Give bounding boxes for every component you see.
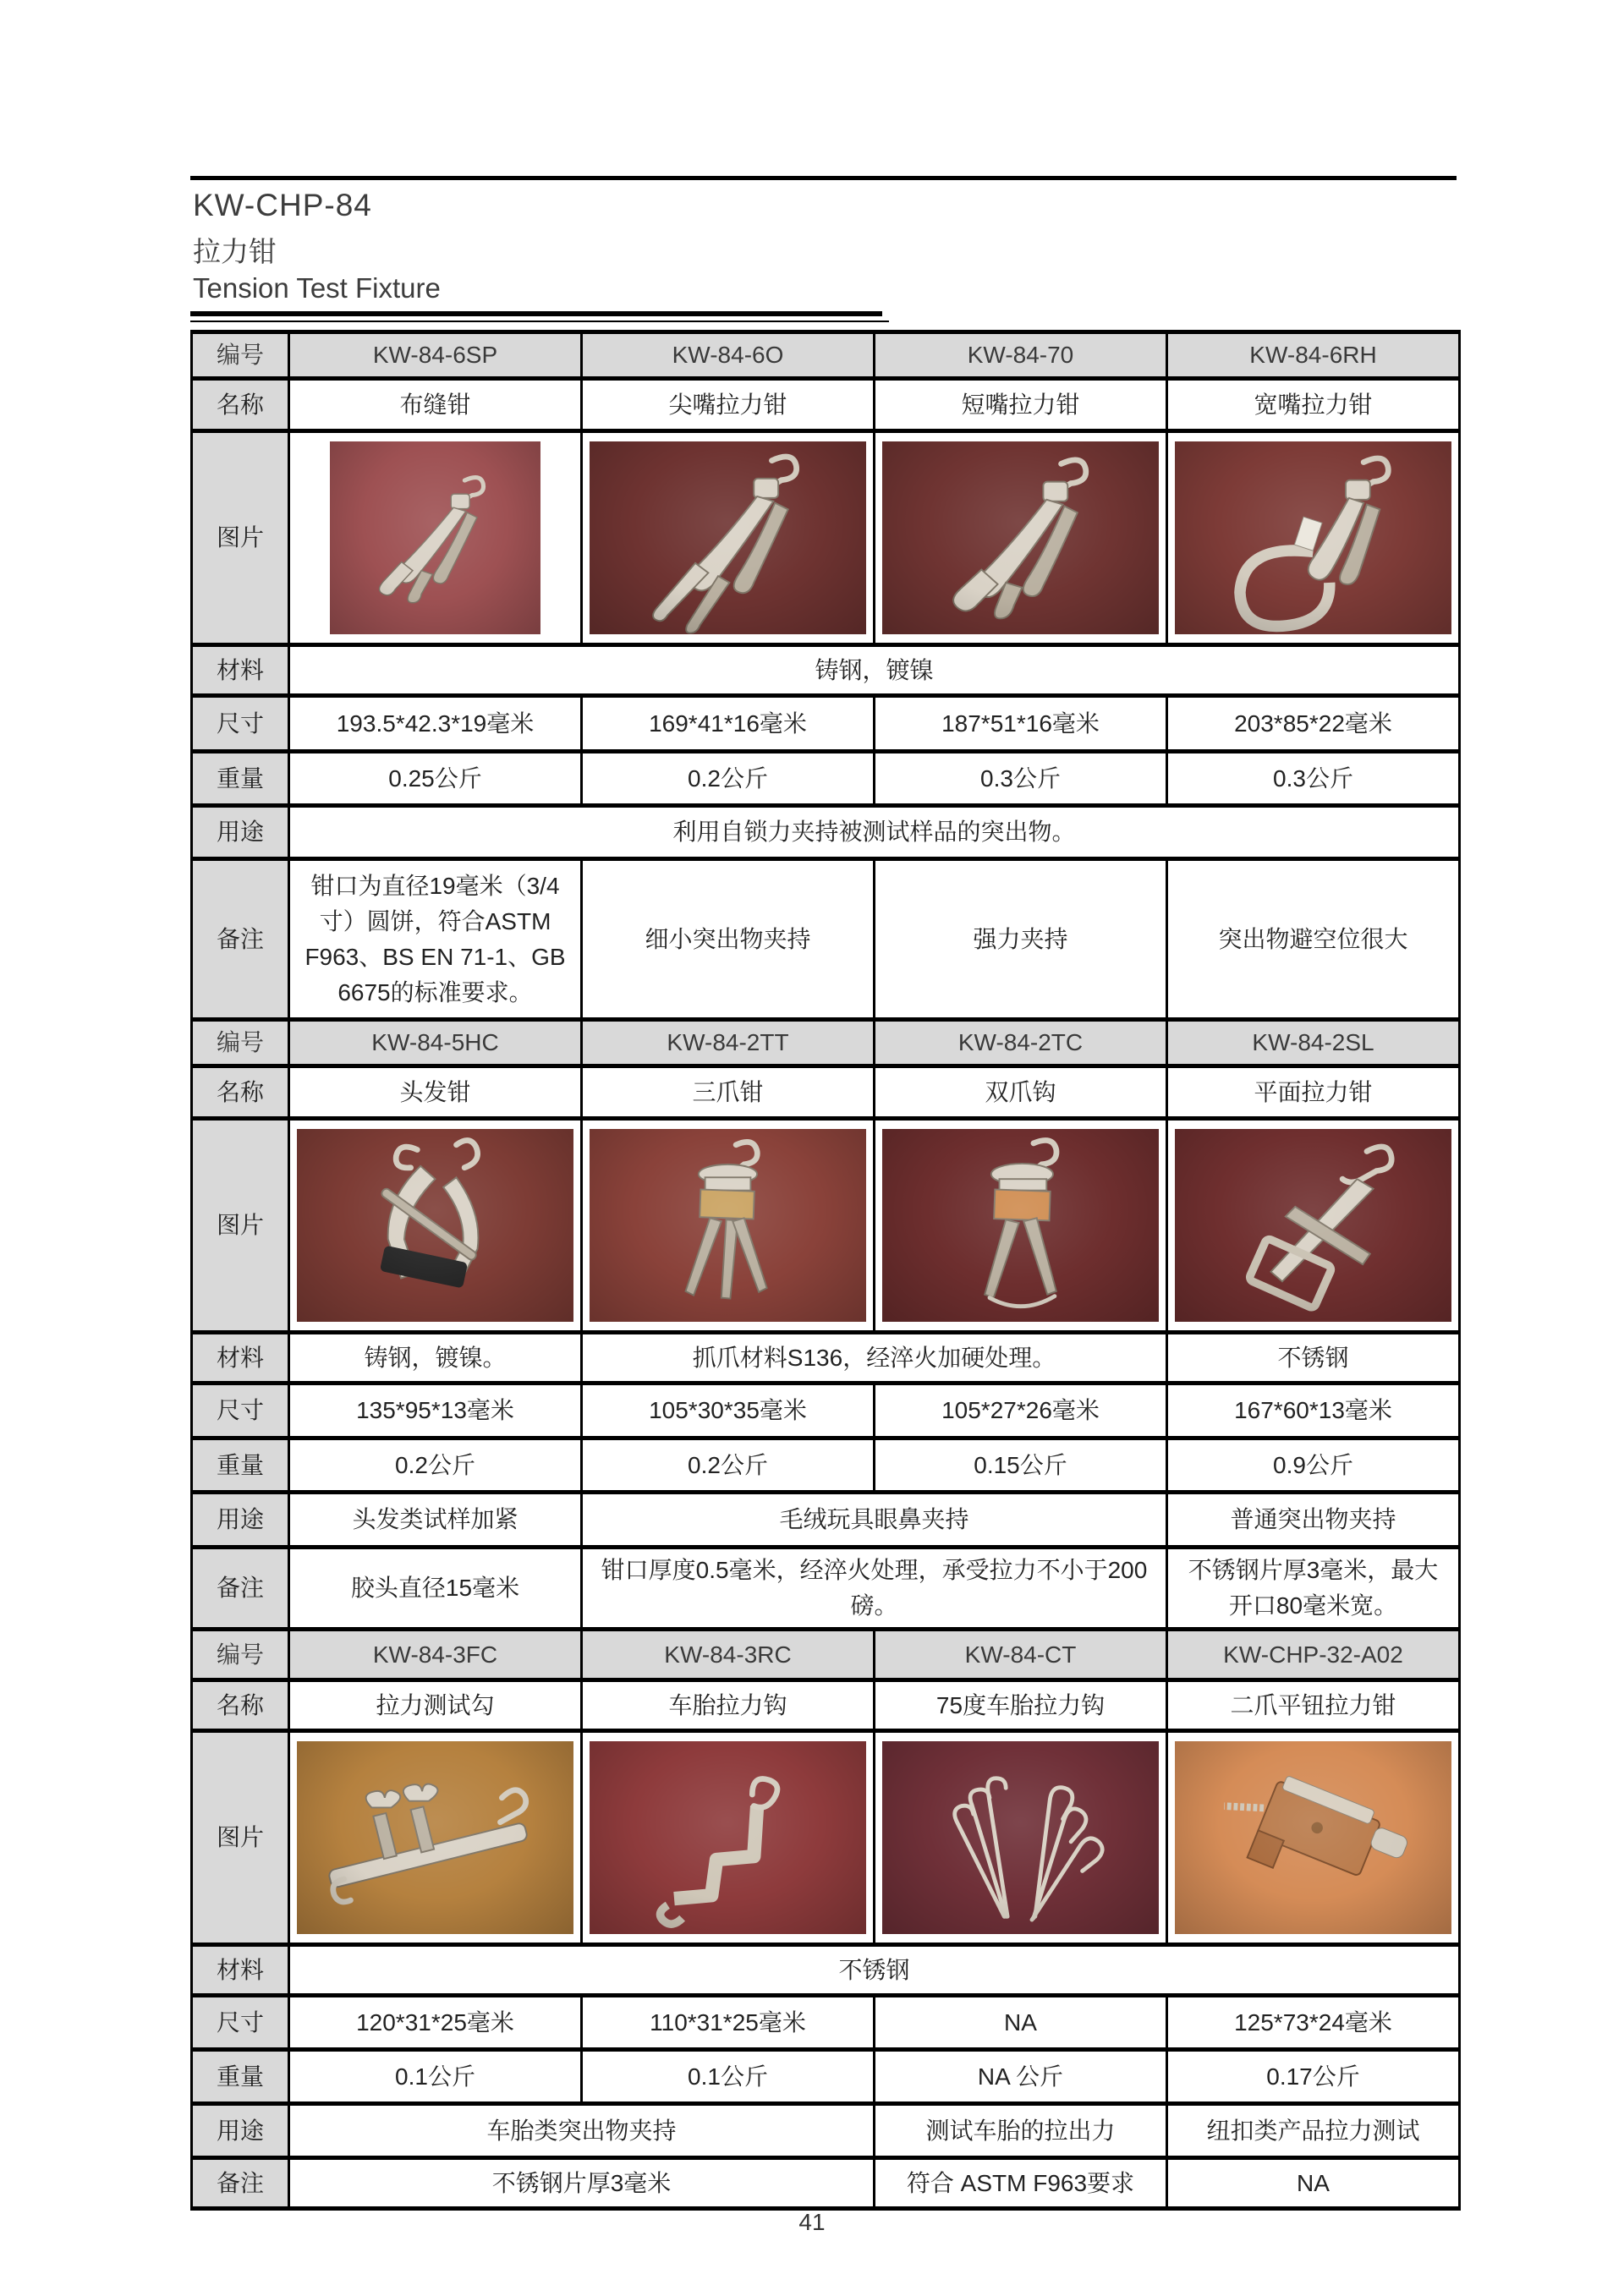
locking-pliers-illustration (330, 441, 540, 634)
name-cell: 车胎拉力钩 (582, 1680, 875, 1731)
product-photo-cell (875, 1731, 1167, 1945)
product-photo (882, 1741, 1159, 1934)
weight-cell: 0.1公斤 (582, 2050, 875, 2104)
code-cell: KW-84-3FC (289, 1630, 582, 1680)
name-cell: 头发钳 (289, 1066, 582, 1119)
row-label-size: 尺寸 (192, 1384, 289, 1438)
table-row (192, 379, 1460, 431)
row-label-usage: 用途 (192, 1493, 289, 1548)
page-title-english: Tension Test Fixture (193, 272, 441, 304)
weight-cell: 0.15公斤 (875, 1438, 1167, 1493)
table-row (192, 2104, 1460, 2158)
weight-cell: 0.2公斤 (289, 1438, 582, 1493)
material-cell: 铸钢，镀镍 (289, 645, 1460, 696)
name-cell: 短嘴拉力钳 (875, 379, 1167, 431)
row-label-notes: 备注 (192, 859, 289, 1020)
product-photo (590, 1741, 866, 1934)
row-label-material: 材料 (192, 1333, 289, 1384)
notes-cell: 不锈钢片厚3毫米 (289, 2158, 875, 2209)
notes-cell: NA (1167, 2158, 1460, 2209)
product-photo (297, 1129, 573, 1322)
name-cell: 二爪平钮拉力钳 (1167, 1680, 1460, 1731)
size-cell: 187*51*16毫米 (875, 696, 1167, 752)
size-cell: 105*30*35毫米 (582, 1384, 875, 1438)
product-photo-cell (582, 1731, 875, 1945)
product-photo (590, 441, 866, 634)
usage-cell: 车胎类突出物夹持 (289, 2104, 875, 2158)
flat-pliers-illustration (1175, 1129, 1451, 1322)
product-photo-cell (289, 1119, 582, 1333)
product-photo-cell (1167, 1731, 1460, 1945)
table-row (192, 1020, 1460, 1066)
size-cell: 167*60*13毫米 (1167, 1384, 1460, 1438)
row-label-name: 名称 (192, 1680, 289, 1731)
pull-test-bar-illustration (297, 1741, 573, 1934)
row-label-name: 名称 (192, 1066, 289, 1119)
weight-cell: 0.17公斤 (1167, 2050, 1460, 2104)
size-cell: 120*31*25毫米 (289, 1996, 582, 2050)
table-row (192, 1333, 1460, 1384)
short-nose-pliers-illustration (882, 441, 1159, 634)
three-claw-illustration (590, 1129, 866, 1322)
notes-cell: 细小突出物夹持 (582, 859, 875, 1020)
weight-cell: 0.25公斤 (289, 752, 582, 806)
row-label-size: 尺寸 (192, 696, 289, 752)
size-cell: 110*31*25毫米 (582, 1996, 875, 2050)
size-cell: 193.5*42.3*19毫米 (289, 696, 582, 752)
code-cell: KW-84-70 (875, 332, 1167, 379)
table-row (192, 2050, 1460, 2104)
wire-hooks-illustration (882, 1741, 1159, 1934)
notes-cell: 不锈钢片厚3毫米，最大开口80毫米宽。 (1167, 1548, 1460, 1630)
row-label-weight: 重量 (192, 2050, 289, 2104)
notes-cell: 胶头直径15毫米 (289, 1548, 582, 1630)
notes-cell: 强力夹持 (875, 859, 1167, 1020)
name-cell: 拉力测试勾 (289, 1680, 582, 1731)
table-row (192, 645, 1460, 696)
table-row (192, 859, 1460, 1020)
weight-cell: 0.2公斤 (582, 1438, 875, 1493)
row-label-weight: 重量 (192, 1438, 289, 1493)
name-cell: 宽嘴拉力钳 (1167, 379, 1460, 431)
table-row (192, 696, 1460, 752)
product-photo (882, 441, 1159, 634)
row-label-photo: 图片 (192, 1119, 289, 1333)
product-photo (330, 441, 540, 634)
product-photo (590, 1129, 866, 1322)
row-label-photo: 图片 (192, 431, 289, 645)
row-label-usage: 用途 (192, 2104, 289, 2158)
page-title-chinese: 拉力钳 (193, 236, 277, 267)
table-row (192, 1731, 1460, 1945)
product-photo (1175, 441, 1451, 634)
code-cell: KW-84-2TT (582, 1020, 875, 1066)
hair-clamp-illustration (297, 1129, 573, 1322)
name-cell: 平面拉力钳 (1167, 1066, 1460, 1119)
notes-cell: 符合 ASTM F963要求 (875, 2158, 1167, 2209)
table-row (192, 806, 1460, 859)
notes-cell: 突出物避空位很大 (1167, 859, 1460, 1020)
long-nose-pliers-illustration (590, 441, 866, 634)
product-photo-cell (1167, 1119, 1460, 1333)
size-cell: 135*95*13毫米 (289, 1384, 582, 1438)
table-row (192, 1548, 1460, 1630)
code-cell: KW-84-2SL (1167, 1020, 1460, 1066)
product-photo (1175, 1129, 1451, 1322)
weight-cell: 0.1公斤 (289, 2050, 582, 2104)
row-label-code: 编号 (192, 1020, 289, 1066)
row-label-code: 编号 (192, 1630, 289, 1680)
table-row (192, 1119, 1460, 1333)
row-label-weight: 重量 (192, 752, 289, 806)
spec-table (190, 330, 1461, 2211)
table-row (192, 1438, 1460, 1493)
size-cell: 203*85*22毫米 (1167, 696, 1460, 752)
row-label-notes: 备注 (192, 1548, 289, 1630)
code-cell: KW-84-3RC (582, 1630, 875, 1680)
row-label-usage: 用途 (192, 806, 289, 859)
code-cell: KW-CHP-32-A02 (1167, 1630, 1460, 1680)
usage-cell: 普通突出物夹持 (1167, 1493, 1460, 1548)
row-label-notes: 备注 (192, 2158, 289, 2209)
table-row (192, 1384, 1460, 1438)
product-photo-cell (1167, 431, 1460, 645)
size-cell: NA (875, 1996, 1167, 2050)
code-cell: KW-84-6SP (289, 332, 582, 379)
row-label-photo: 图片 (192, 1731, 289, 1945)
weight-cell: 0.2公斤 (582, 752, 875, 806)
table-row (192, 1996, 1460, 2050)
notes-cell: 钳口为直径19毫米（3/4寸）圆饼，符合ASTM F963、BS EN 71-1、GB 6675的标准要求。 (289, 859, 582, 1020)
product-photo-cell (582, 1119, 875, 1333)
product-photo (297, 1741, 573, 1934)
double-claw-illustration (882, 1129, 1159, 1322)
usage-cell: 利用自锁力夹持被测试样品的突出物。 (289, 806, 1460, 859)
row-label-size: 尺寸 (192, 1996, 289, 2050)
name-cell: 三爪钳 (582, 1066, 875, 1119)
table-row (192, 431, 1460, 645)
row-label-material: 材料 (192, 645, 289, 696)
header-top-rule (190, 176, 1457, 180)
table-row (192, 1630, 1460, 1680)
product-photo-cell (582, 431, 875, 645)
usage-cell: 纽扣类产品拉力测试 (1167, 2104, 1460, 2158)
table-row (192, 1945, 1460, 1996)
material-cell: 铸钢，镀镍。 (289, 1333, 582, 1384)
table-row (192, 1493, 1460, 1548)
size-cell: 169*41*16毫米 (582, 696, 875, 752)
code-cell: KW-84-5HC (289, 1020, 582, 1066)
weight-cell: 0.3公斤 (1167, 752, 1460, 806)
product-photo-cell (875, 431, 1167, 645)
code-cell: KW-84-2TC (875, 1020, 1167, 1066)
usage-cell: 头发类试样加紧 (289, 1493, 582, 1548)
product-photo-cell (875, 1119, 1167, 1333)
usage-cell: 毛绒玩具眼鼻夹持 (582, 1493, 1167, 1548)
name-cell: 双爪钩 (875, 1066, 1167, 1119)
material-cell: 抓爪材料S136，经淬火加硬处理。 (582, 1333, 1167, 1384)
table-row (192, 752, 1460, 806)
title-underline-thick (190, 311, 882, 316)
notes-cell: 钳口厚度0.5毫米，经淬火处理，承受拉力不小于200磅。 (582, 1548, 1167, 1630)
name-cell: 尖嘴拉力钳 (582, 379, 875, 431)
weight-cell: 0.9公斤 (1167, 1438, 1460, 1493)
material-cell: 不锈钢 (289, 1945, 1460, 1996)
name-cell: 75度车胎拉力钩 (875, 1680, 1167, 1731)
product-photo (882, 1129, 1159, 1322)
table-row (192, 332, 1460, 379)
code-cell: KW-84-6RH (1167, 332, 1460, 379)
page-title-model: KW-CHP-84 (193, 188, 372, 222)
size-cell: 105*27*26毫米 (875, 1384, 1167, 1438)
title-underline-thin (190, 321, 889, 322)
size-cell: 125*73*24毫米 (1167, 1996, 1460, 2050)
c-clamp-pliers-illustration (1175, 441, 1451, 634)
button-clamp-illustration (1175, 1741, 1451, 1934)
product-photo-cell (289, 1731, 582, 1945)
row-label-code: 编号 (192, 332, 289, 379)
material-cell: 不锈钢 (1167, 1333, 1460, 1384)
weight-cell: 0.3公斤 (875, 752, 1167, 806)
code-cell: KW-84-CT (875, 1630, 1167, 1680)
weight-cell: NA 公斤 (875, 2050, 1167, 2104)
code-cell: KW-84-6O (582, 332, 875, 379)
page-number: 41 (798, 2209, 826, 2235)
product-photo-cell (289, 431, 582, 645)
row-label-name: 名称 (192, 379, 289, 431)
product-photo (1175, 1741, 1451, 1934)
row-label-material: 材料 (192, 1945, 289, 1996)
table-row (192, 1066, 1460, 1119)
table-row (192, 1680, 1460, 1731)
table-row (192, 2158, 1460, 2209)
name-cell: 布缝钳 (289, 379, 582, 431)
tire-hook-illustration (590, 1741, 866, 1934)
usage-cell: 测试车胎的拉出力 (875, 2104, 1167, 2158)
